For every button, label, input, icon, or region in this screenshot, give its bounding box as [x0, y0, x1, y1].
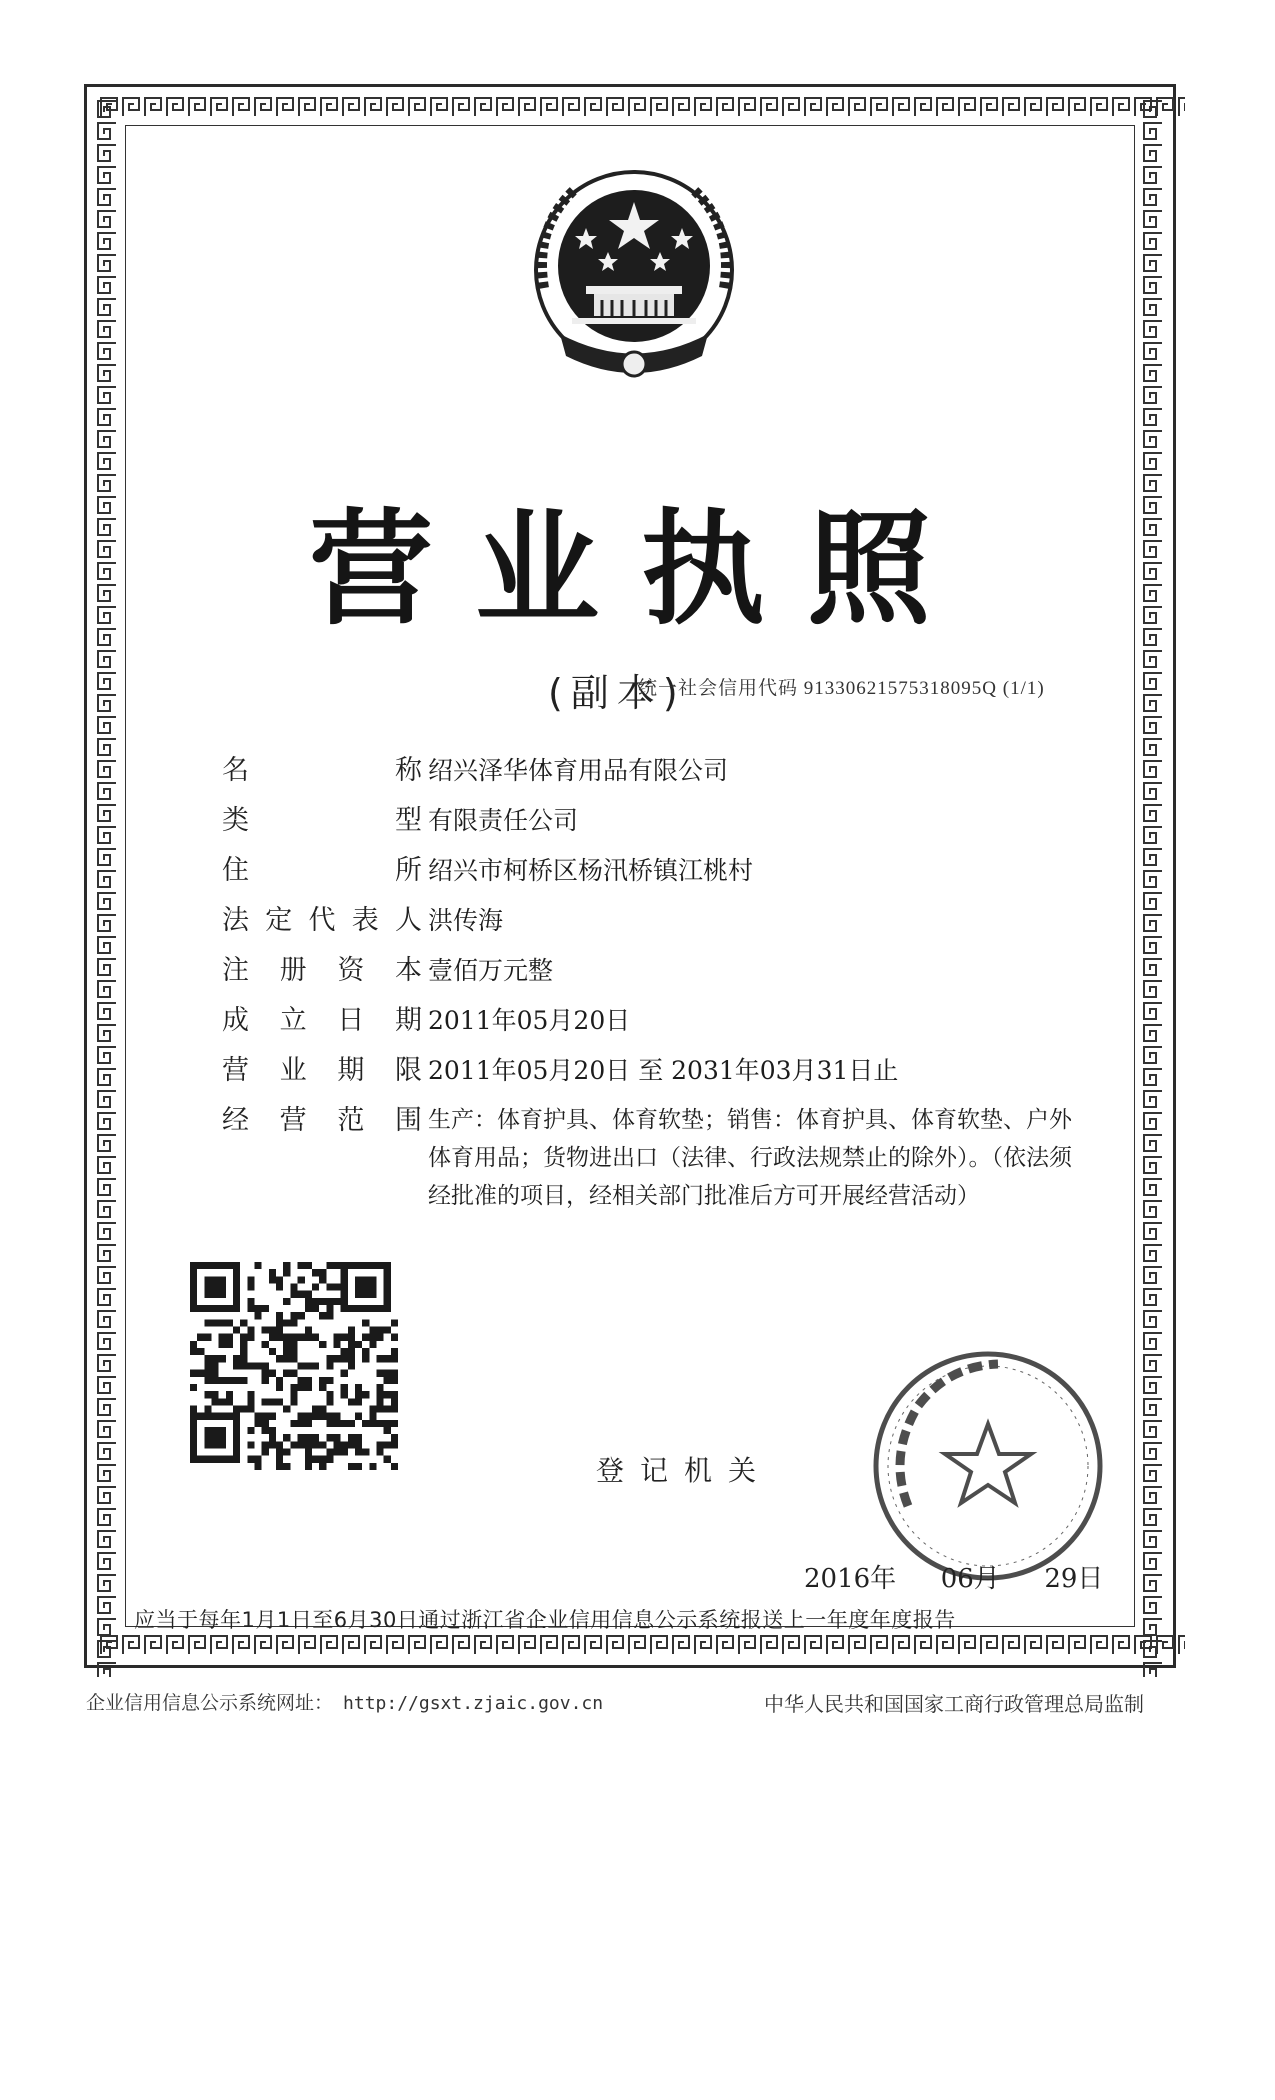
- field-row-term: [222, 1046, 1142, 1096]
- establish-date: 2011年05月20日: [428, 1006, 631, 1035]
- field-label: 经 营 范 围: [222, 1105, 422, 1136]
- field-label: 成 立 日 期: [222, 1005, 422, 1036]
- border-pattern-left: [96, 99, 118, 1677]
- field-label: 法 定 代 表 人: [222, 905, 422, 936]
- field-row-address: [222, 846, 1142, 896]
- annual-report-notice: 应当于每年1月1日至6月30日通过浙江省企业信用信息公示系统报送上一年度年度报告: [134, 1608, 956, 1632]
- page-marker: (1/1): [1002, 678, 1045, 699]
- field-row-scope: [222, 1096, 1142, 1215]
- border-pattern-top: [99, 96, 1185, 118]
- field-label: 注 册 资 本: [222, 955, 422, 986]
- website-url-link[interactable]: http://gsxt.zjaic.gov.cn: [343, 1693, 604, 1714]
- national-emblem-icon: [524, 168, 744, 392]
- date-month: 06月: [940, 1564, 1000, 1594]
- date-year: 2016年: [804, 1564, 897, 1594]
- registration-authority-label: 登记机关: [596, 1454, 773, 1487]
- border-pattern-bottom: [99, 1634, 1185, 1656]
- company-name: 绍兴泽华体育用品有限公司: [428, 756, 729, 785]
- license-fields: [222, 746, 1142, 1215]
- business-term: 2011年05月20日 至 2031年03月31日止: [428, 1056, 899, 1085]
- field-label: 类 型: [222, 805, 422, 836]
- business-scope: [428, 1101, 1072, 1215]
- border-pattern-right: [1142, 99, 1164, 1677]
- copy-subtitle: (副本): [548, 671, 686, 715]
- company-address: 绍兴市柯桥区杨汛桥镇江桃村: [428, 856, 754, 885]
- credit-code-value: 91330621575318095Q: [803, 678, 997, 699]
- qr-code[interactable]: [190, 1262, 398, 1470]
- field-row-capital: [222, 946, 1142, 996]
- legal-representative: 洪传海: [428, 906, 504, 935]
- credit-code-line: [638, 673, 1045, 700]
- official-seal: [868, 1346, 1108, 1586]
- footer-website: [86, 1688, 603, 1715]
- field-row-type: [222, 796, 1142, 846]
- field-label: 名 称: [222, 755, 422, 786]
- field-row-established: [222, 996, 1142, 1046]
- website-label: 企业信用信息公示系统网址：: [86, 1692, 334, 1714]
- field-label: 营 业 期 限: [222, 1055, 422, 1086]
- document-title: 营业执照: [308, 498, 973, 642]
- company-type: 有限责任公司: [428, 806, 579, 835]
- field-label: 住 所: [222, 855, 422, 886]
- footer-supervisor: 中华人民共和国国家工商行政管理总局监制: [764, 1692, 1144, 1716]
- date-day: 29日: [1044, 1564, 1104, 1594]
- field-row-name: [222, 746, 1142, 796]
- scope-line: 经批准的项目，经相关部门批准后方可开展经营活动）: [428, 1183, 980, 1209]
- credit-code-label: 统一社会信用代码: [638, 678, 799, 699]
- registered-capital: 壹佰万元整: [428, 956, 554, 985]
- scope-line: 生产：体育护具、体育软垫；销售：体育护具、体育软垫、户外: [428, 1107, 1072, 1133]
- field-row-legal-rep: [222, 896, 1142, 946]
- registration-date: [804, 1558, 1103, 1595]
- scope-line: 体育用品；货物进出口（法律、行政法规禁止的除外）。（依法须: [428, 1145, 1072, 1171]
